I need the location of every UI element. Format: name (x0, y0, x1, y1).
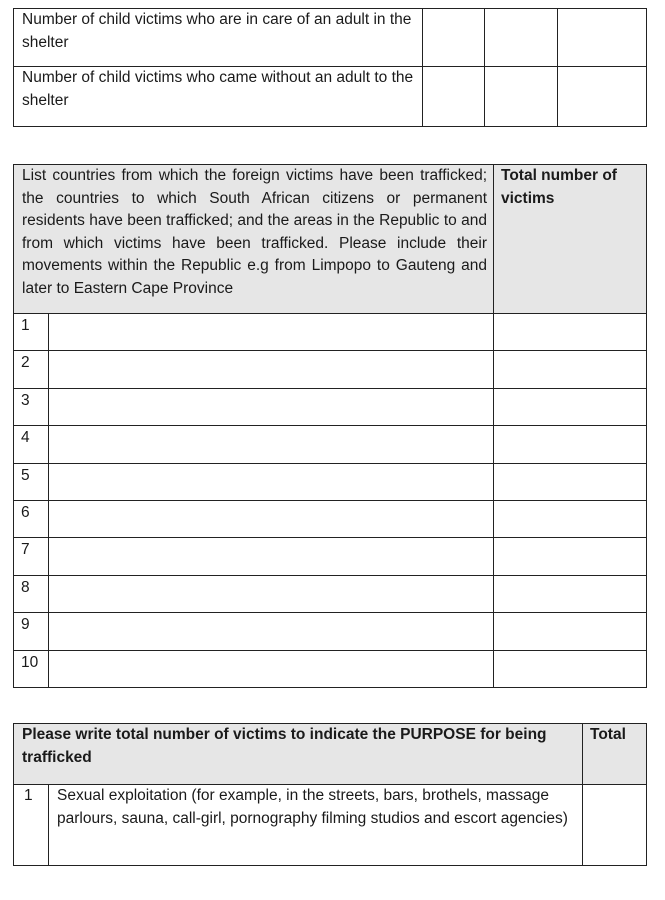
country-entry-cell[interactable] (49, 613, 494, 650)
country-entry-cell[interactable] (49, 463, 494, 500)
countries-table (13, 164, 647, 688)
table-row (14, 426, 647, 463)
country-entry-cell[interactable] (49, 351, 494, 388)
total-entry-cell[interactable] (494, 351, 647, 388)
row-number: 10 (14, 650, 49, 687)
total-entry-cell[interactable] (494, 314, 647, 351)
purpose-table (13, 723, 647, 866)
table-row (14, 9, 647, 67)
row-number: 4 (14, 426, 49, 463)
country-entry-cell[interactable] (49, 500, 494, 537)
table-row (14, 314, 647, 351)
total-entry-cell[interactable] (494, 575, 647, 612)
country-entry-cell[interactable] (49, 426, 494, 463)
header-row (14, 165, 647, 314)
country-entry-cell[interactable] (49, 575, 494, 612)
total-header: Total (583, 724, 647, 785)
table-row (14, 463, 647, 500)
row-number: 2 (14, 351, 49, 388)
total-entry-cell[interactable] (494, 613, 647, 650)
header-row (14, 724, 647, 785)
country-entry-cell[interactable] (49, 314, 494, 351)
total-entry-cell[interactable] (494, 463, 647, 500)
total-entry-cell[interactable] (494, 650, 647, 687)
country-entry-cell[interactable] (49, 388, 494, 425)
total-entry-cell[interactable] (494, 388, 647, 425)
purpose-header: Please write total number of victims to indicate the PURPOSE for being trafficked (14, 724, 583, 785)
table-row (14, 388, 647, 425)
row-number: 3 (14, 388, 49, 425)
table-row (14, 613, 647, 650)
country-entry-cell[interactable] (49, 650, 494, 687)
total-entry-cell[interactable] (494, 426, 647, 463)
country-entry-cell[interactable] (49, 538, 494, 575)
entry-cell[interactable] (423, 67, 485, 127)
row-number: 6 (14, 500, 49, 537)
entry-cell[interactable] (558, 9, 647, 67)
entry-cell[interactable] (485, 67, 558, 127)
table-row (14, 500, 647, 537)
table-row (14, 351, 647, 388)
total-entry-cell[interactable] (494, 538, 647, 575)
row-number: 9 (14, 613, 49, 650)
entry-cell[interactable] (558, 67, 647, 127)
entry-cell[interactable] (423, 9, 485, 67)
row-number: 8 (14, 575, 49, 612)
entry-cell[interactable] (485, 9, 558, 67)
countries-header: List countries from which the foreign victims have been trafficked; the countries to which South African citizens or permanent residents have been trafficked; and the areas in the Republic to and from which victims have been trafficked. Please include their movements within the Republic e.g from Limpopo to Gauteng and later to Eastern Cape Province (14, 165, 494, 314)
entry-cell[interactable] (583, 785, 647, 866)
row-label: Number of child victims who are in care of an adult in the shelter (14, 9, 423, 67)
table-row (14, 538, 647, 575)
row-number: 1 (14, 314, 49, 351)
purpose-description: Sexual exploitation (for example, in the streets, bars, brothels, massage parlours, sauna, call-girl, pornography filming studios and escort agencies) (49, 785, 583, 866)
table-row (14, 67, 647, 127)
total-victims-header: Total number of victims (494, 165, 647, 314)
table-row (14, 650, 647, 687)
row-number: 5 (14, 463, 49, 500)
table-row (14, 785, 647, 866)
row-number: 1 (14, 785, 49, 866)
table-row (14, 575, 647, 612)
total-entry-cell[interactable] (494, 500, 647, 537)
child-victims-table (13, 8, 647, 127)
row-number: 7 (14, 538, 49, 575)
row-label: Number of child victims who came without an adult to the shelter (14, 67, 423, 127)
